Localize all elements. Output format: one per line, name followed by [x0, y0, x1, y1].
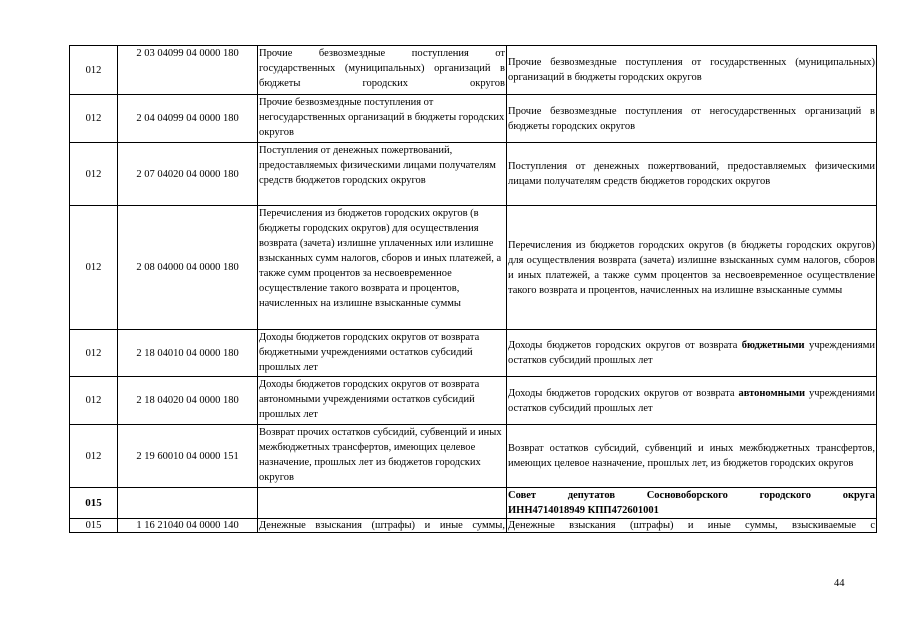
budget-code-cell: 1 16 21040 04 0000 140 — [118, 519, 258, 533]
admin-code-cell: 012 — [70, 206, 118, 330]
page-number: 44 — [834, 578, 845, 589]
admin-code-cell: 012 — [70, 95, 118, 143]
revenue-codes-table — [69, 45, 877, 533]
description-text: Доходы бюджетов городских округов от возврата — [508, 340, 742, 351]
description-text: Доходы бюджетов городских округов от возврата — [508, 387, 739, 399]
budget-code-cell: 2 07 04020 04 0000 180 — [118, 143, 258, 206]
administrator-name: Совет депутатов Сосновоборского городского округа — [508, 490, 875, 501]
table-row — [70, 46, 877, 95]
table-row — [70, 95, 877, 143]
revenue-description-cell — [507, 377, 877, 425]
revenue-description-cell: Возврат остатков субсидий, субвенций и иных межбюджетных трансфертов, имеющих целевое назначение, прошлых лет, из бюджетов городских округов — [507, 425, 877, 488]
table-row-section-header — [70, 488, 877, 519]
admin-code-cell: 012 — [70, 377, 118, 425]
budget-code-cell: 2 04 04099 04 0000 180 — [118, 95, 258, 143]
budget-code-cell: 2 18 04020 04 0000 180 — [118, 377, 258, 425]
admin-code-cell: 012 — [70, 46, 118, 95]
table-row — [70, 330, 877, 377]
description-emphasis: бюджетными — [741, 340, 805, 351]
description-text: учреждениями остатков субсидий прошлых лет — [508, 340, 875, 366]
administrator-tax-ids: ИНН4714018949 КПП472601001 — [508, 505, 659, 516]
table-row — [70, 377, 877, 425]
admin-code-cell: 012 — [70, 143, 118, 206]
budget-code-cell: 2 08 04000 04 0000 180 — [118, 206, 258, 330]
admin-code-cell: 015 — [70, 488, 118, 519]
admin-code-cell: 012 — [70, 330, 118, 377]
admin-code-cell: 012 — [70, 425, 118, 488]
table-row — [70, 143, 877, 206]
revenue-description-cell: Поступления от денежных пожертвований, предоставляемых физическими лицами получателям средств бюджетов городских округов — [507, 143, 877, 206]
revenue-description-cell: Перечисления из бюджетов городских округов (в бюджеты городских округов) для осуществления возврата (зачета) излишне взысканных сумм налогов, сборов и иных платежей, а также сумм процентов за несвоевременное осуществление такого возврата и процентов, начисленных на излишне взысканные суммы — [507, 206, 877, 330]
revenue-description-cell: Прочие безвозмездные поступления от негосударственных организаций в бюджеты городских округов — [507, 95, 877, 143]
admin-code-cell: 015 — [70, 519, 118, 533]
revenue-name-cell: Возврат прочих остатков субсидий, субвенций и иных межбюджетных трансфертов, имеющих целевое назначение, прошлых лет из бюджетов городских округов — [258, 425, 507, 488]
administrator-name-cell — [507, 488, 877, 519]
table-row — [70, 519, 877, 533]
revenue-description-cell: Денежные взыскания (штрафы) и иные суммы, взыскиваемые с — [508, 520, 875, 531]
revenue-name-cell: Прочие безвозмездные поступления от государственных (муниципальных) организаций в бюджеты городских округов — [258, 46, 507, 95]
revenue-name-cell: Перечисления из бюджетов городских округов (в бюджеты городских округов) для осуществления возврата (зачета) излишне уплаченных или излишне взысканных сумм налогов, сборов и иных платежей, а также сумм процентов за несвоевременное осуществление такого возврата и процентов, начисленных на излишне взысканные суммы — [258, 206, 507, 330]
budget-code-cell: 2 19 60010 04 0000 151 — [118, 425, 258, 488]
revenue-name-cell — [258, 488, 507, 519]
budget-code-cell: 2 18 04010 04 0000 180 — [118, 330, 258, 377]
revenue-name-cell: Доходы бюджетов городских округов от возврата автономными учреждениями остатков субсидий прошлых лет — [258, 377, 507, 425]
revenue-name-cell: Доходы бюджетов городских округов от возврата бюджетными учреждениями остатков субсидий прошлых лет — [258, 330, 507, 377]
budget-code-cell — [118, 488, 258, 519]
budget-code-cell: 2 03 04099 04 0000 180 — [118, 46, 258, 95]
revenue-description-cell: Прочие безвозмездные поступления от государственных (муниципальных) организаций в бюджеты городских округов — [507, 46, 877, 95]
description-text: учреждениями остатков субсидий прошлых лет — [508, 387, 876, 414]
revenue-name-cell: Прочие безвозмездные поступления от негосударственных организаций в бюджеты городских округов — [258, 95, 507, 143]
table-row — [70, 206, 877, 330]
revenue-description-cell — [507, 330, 877, 377]
revenue-name-cell: Поступления от денежных пожертвований, предоставляемых физическими лицами получателям средств бюджетов городских округов — [258, 143, 507, 206]
table-row — [70, 425, 877, 488]
description-emphasis: автономными — [738, 387, 806, 399]
revenue-name-cell: Денежные взыскания (штрафы) и иные суммы, — [259, 520, 505, 531]
